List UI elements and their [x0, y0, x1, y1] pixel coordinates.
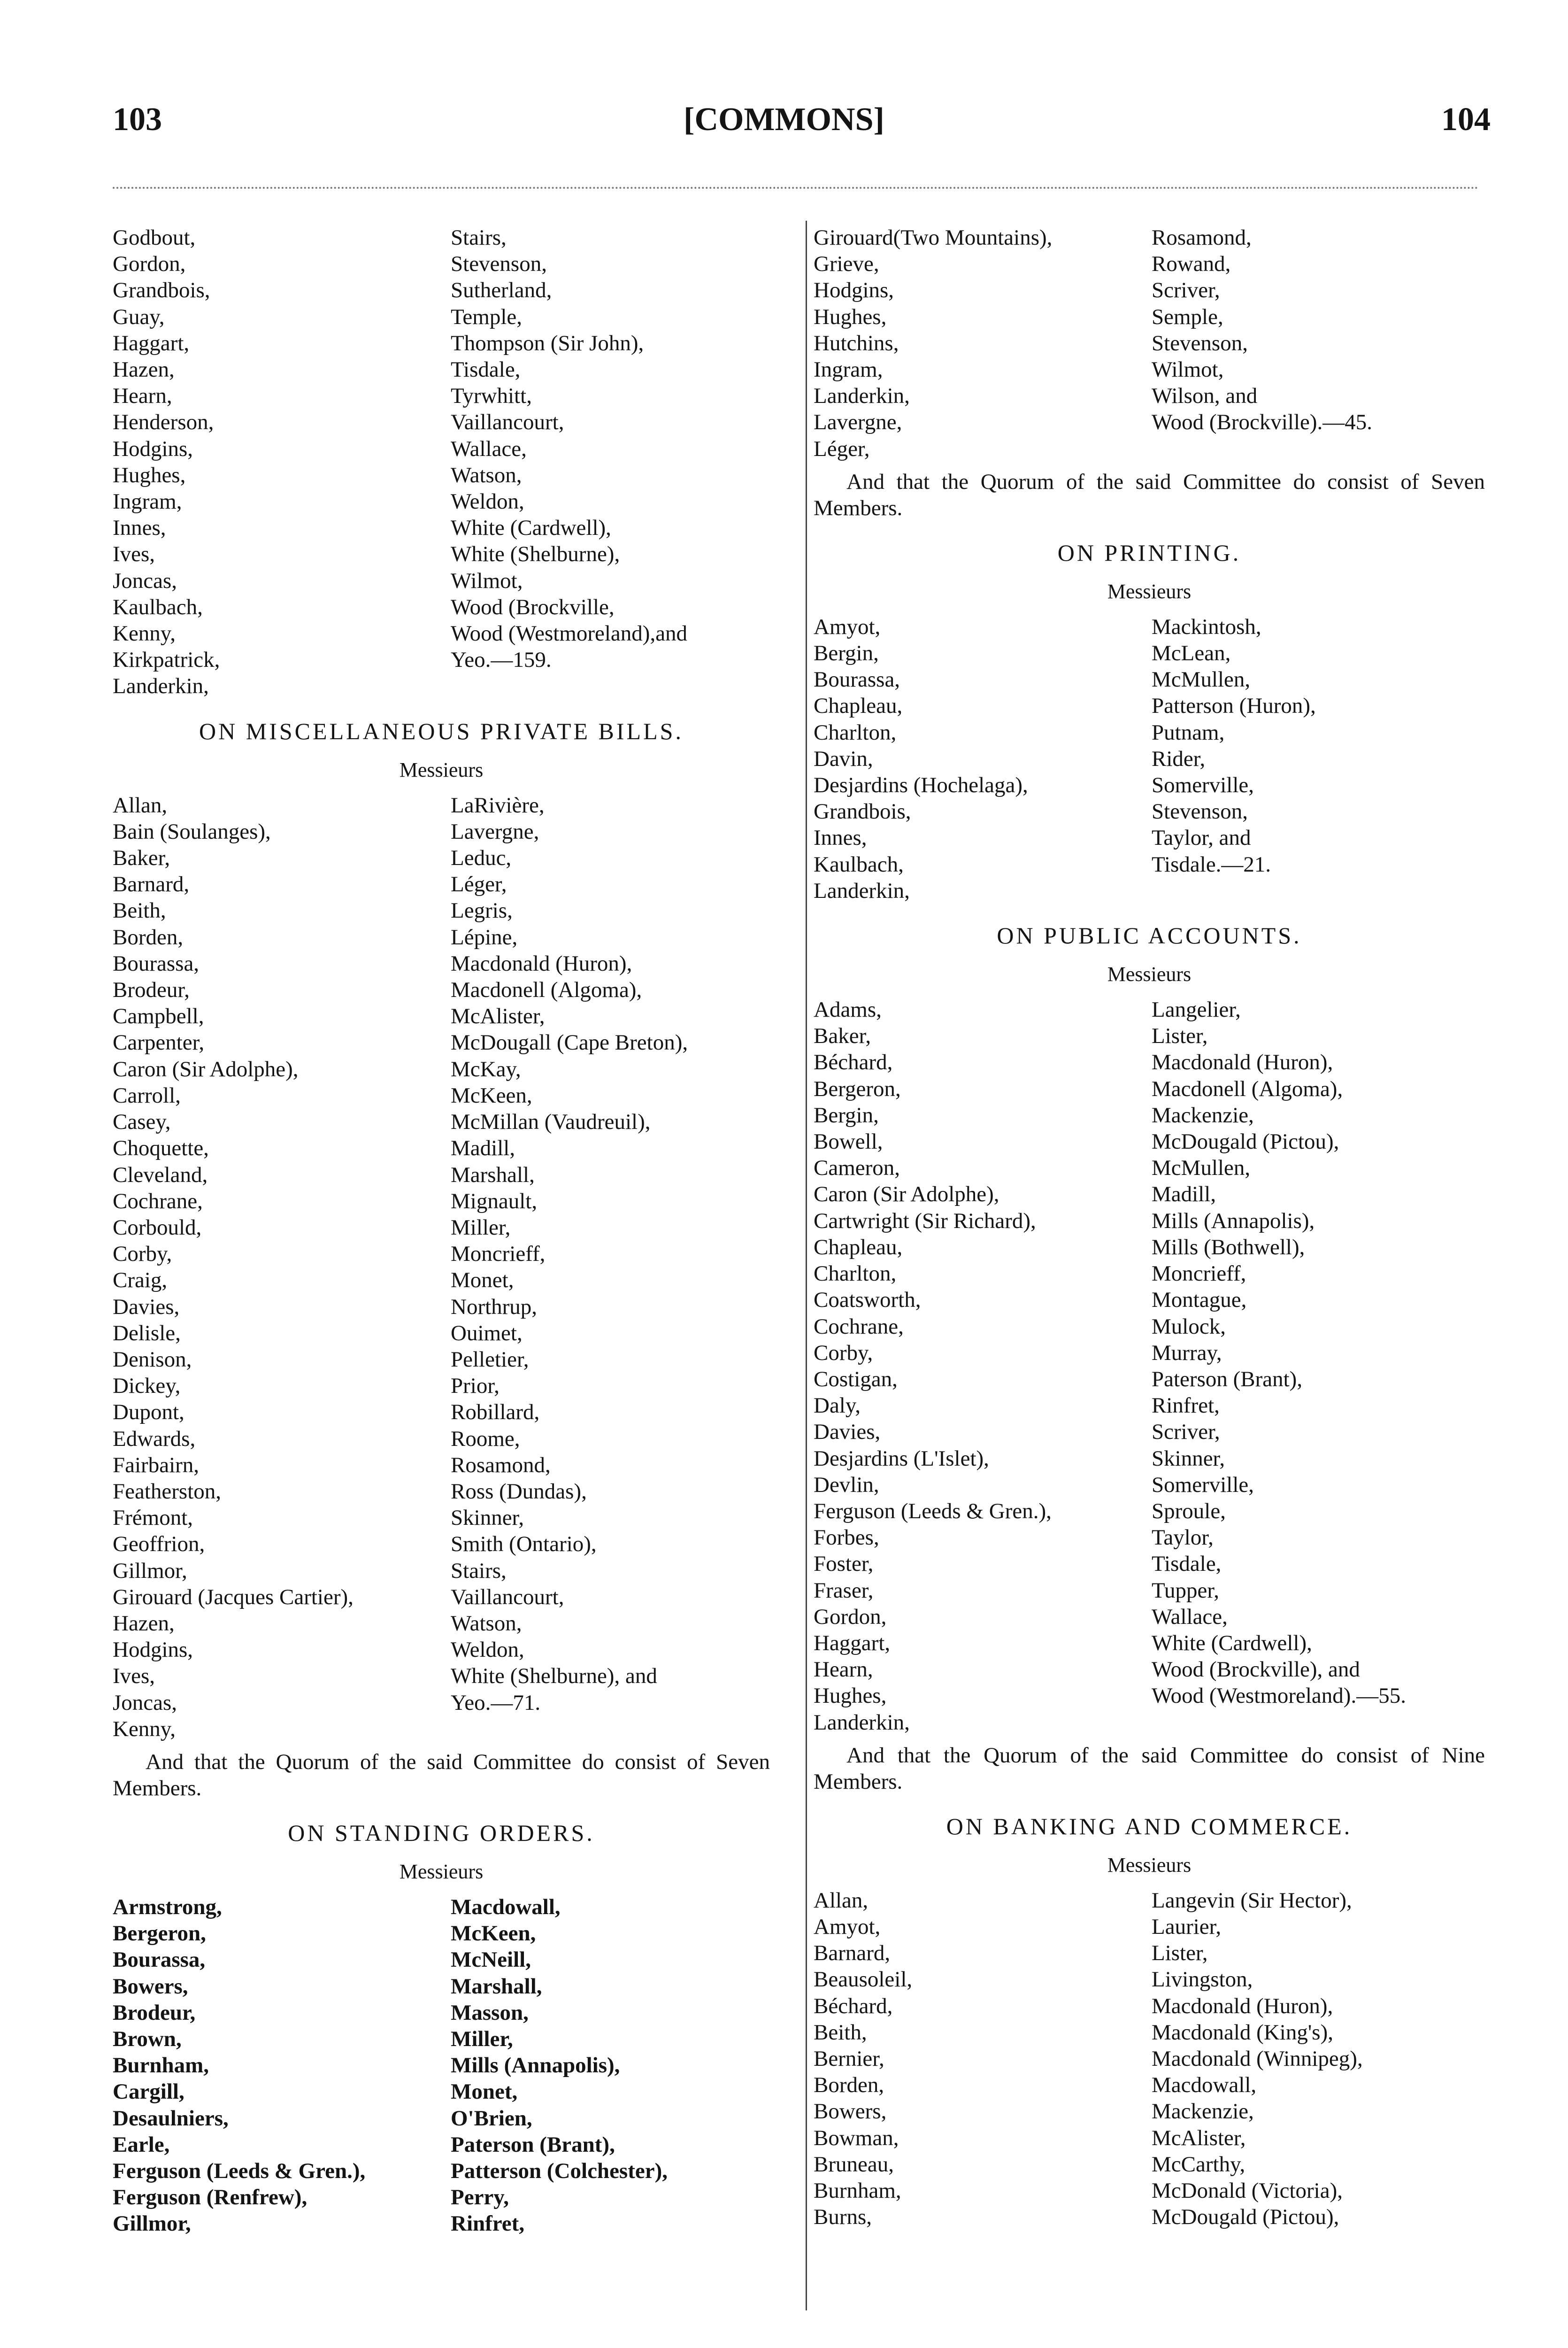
- member-name: Brodeur,: [113, 2000, 196, 2025]
- member-name: Borden,: [113, 925, 184, 950]
- member-name: Weldon,: [451, 489, 524, 514]
- member-name: Bourassa,: [814, 667, 900, 692]
- member-name: McMullen,: [1152, 667, 1251, 692]
- section-heading-public-accounts: ON PUBLIC ACCOUNTS.: [997, 922, 1302, 949]
- member-name: McDonald (Victoria),: [1152, 2178, 1343, 2203]
- member-name: Vaillancourt,: [451, 1584, 564, 1609]
- member-name: Godbout,: [113, 225, 196, 250]
- member-name: Haggart,: [113, 331, 190, 355]
- member-name: Caron (Sir Adolphe),: [113, 1057, 299, 1081]
- member-name: Corby,: [113, 1242, 172, 1267]
- name-column: [1152, 1887, 1363, 2231]
- member-name: Grandbois,: [113, 278, 210, 303]
- member-name: Daly,: [814, 1393, 861, 1418]
- member-name: Lavergne,: [451, 819, 539, 844]
- member-name: Miller,: [451, 2026, 513, 2051]
- member-name: Wood (Brockville).—45.: [1152, 410, 1373, 435]
- member-name: Wallace,: [1152, 1604, 1228, 1629]
- member-name: Putnam,: [1152, 720, 1225, 745]
- member-name: Cleveland,: [113, 1162, 208, 1187]
- member-name: Stairs,: [451, 1558, 507, 1583]
- section-heading-banking-commerce: ON BANKING AND COMMERCE.: [946, 1813, 1353, 1839]
- member-name: Yeo.—159.: [451, 648, 552, 672]
- member-name: Kirkpatrick,: [113, 648, 220, 672]
- member-name: Roome,: [451, 1426, 520, 1451]
- member-name: Joncas,: [113, 1690, 177, 1715]
- member-name: McCarthy,: [1152, 2152, 1245, 2177]
- member-name: Langevin (Sir Hector),: [1152, 1888, 1352, 1913]
- member-name: Macdowall,: [451, 1894, 561, 1919]
- member-name: Kaulbach,: [814, 852, 904, 877]
- name-column: [814, 1887, 1152, 2231]
- header-rule: [113, 187, 1479, 189]
- member-name: Patterson (Huron),: [1152, 694, 1316, 718]
- member-name: Hazen,: [113, 1611, 175, 1636]
- left-column: [113, 224, 770, 2237]
- member-name: Rosamond,: [1152, 225, 1252, 250]
- section-heading-misc-private-bills: ON MISCELLANEOUS PRIVATE BILLS.: [199, 718, 684, 744]
- member-name: McDougald (Pictou),: [1152, 1129, 1339, 1154]
- member-name: Ingram,: [113, 489, 182, 514]
- member-name: Wood (Westmoreland),and: [451, 621, 688, 646]
- member-name: Choquette,: [113, 1136, 209, 1161]
- messieurs-label: Messieurs: [1107, 1853, 1191, 1877]
- member-name: Barnard,: [113, 872, 190, 897]
- member-name: Guay,: [113, 304, 165, 329]
- member-name: Denison,: [113, 1347, 192, 1372]
- member-name: Adams,: [814, 997, 882, 1022]
- member-name: Ferguson (Leeds & Gren.),: [113, 2159, 366, 2183]
- member-name: Lister,: [1152, 1024, 1208, 1049]
- member-name: Patterson (Colchester),: [451, 2159, 668, 2183]
- member-name: Barnard,: [814, 1941, 891, 1966]
- member-name: McLean,: [1152, 641, 1231, 666]
- member-name: Leduc,: [451, 846, 512, 871]
- standing-orders-list: [113, 1894, 770, 2237]
- member-name: Casey,: [113, 1110, 171, 1135]
- member-name: Baker,: [113, 846, 170, 871]
- member-name: Gillmor,: [113, 1558, 187, 1583]
- member-name: Ives,: [113, 542, 155, 567]
- printing-list: [814, 614, 1485, 904]
- member-name: Perry,: [451, 2185, 509, 2210]
- member-name: Costigan,: [814, 1367, 898, 1391]
- member-name: Macdonell (Algoma),: [451, 978, 642, 1003]
- member-name: Béchard,: [814, 1050, 893, 1075]
- quorum-note: And that the Quorum of the said Committee do consist of Seven Members.: [113, 1749, 770, 1800]
- member-name: Bergin,: [814, 1103, 879, 1128]
- member-name: Desjardins (Hochelaga),: [814, 773, 1028, 798]
- section-heading-standing-orders: ON STANDING ORDERS.: [288, 1819, 595, 1846]
- member-name: Burns,: [814, 2205, 872, 2230]
- member-name: Somerville,: [1152, 1472, 1254, 1497]
- member-name: Davies,: [814, 1420, 881, 1444]
- member-name: Desjardins (L'Islet),: [814, 1446, 989, 1471]
- member-name: Northrup,: [451, 1294, 538, 1319]
- messieurs-label: Messieurs: [399, 1860, 484, 1883]
- member-name: Robillard,: [451, 1400, 540, 1425]
- member-name: McKeen,: [451, 1083, 532, 1108]
- member-name: Wood (Brockville), and: [1152, 1657, 1360, 1682]
- member-name: Corby,: [814, 1340, 873, 1365]
- member-name: Mackenzie,: [1152, 2099, 1254, 2124]
- member-name: Armstrong,: [113, 1894, 222, 1919]
- member-name: Henderson,: [113, 410, 214, 435]
- member-name: Tyrwhitt,: [451, 384, 532, 409]
- member-name: Coatsworth,: [814, 1288, 921, 1313]
- member-name: Bain (Soulanges),: [113, 819, 271, 844]
- member-name: Baker,: [814, 1024, 871, 1049]
- member-name: Delisle,: [113, 1321, 181, 1345]
- member-name: Allan,: [814, 1888, 869, 1913]
- member-name: Ouimet,: [451, 1321, 523, 1345]
- member-name: Legris,: [451, 898, 513, 923]
- member-name: Hearn,: [113, 384, 172, 409]
- member-name: Cameron,: [814, 1156, 900, 1181]
- member-name: Ross (Dundas),: [451, 1479, 587, 1504]
- member-name: Marshall,: [451, 1162, 535, 1187]
- member-name: Beith,: [814, 2020, 867, 2045]
- member-name: Macdonald (Huron),: [451, 951, 632, 976]
- member-name: Craig,: [113, 1268, 168, 1293]
- member-name: Wood (Brockville,: [451, 595, 615, 619]
- member-name: Brodeur,: [113, 978, 190, 1003]
- member-name: Innes,: [814, 826, 867, 850]
- member-name: McKeen,: [451, 1921, 536, 1946]
- member-name: McAlister,: [451, 1004, 545, 1029]
- member-name: Monet,: [451, 2079, 518, 2104]
- member-name: Taylor, and: [1152, 826, 1251, 850]
- name-column: [113, 1894, 451, 2237]
- banking-commerce-list: [814, 1887, 1485, 2231]
- member-name: Corbould,: [113, 1215, 202, 1240]
- member-name: Mulock,: [1152, 1314, 1226, 1339]
- member-name: Stairs,: [451, 225, 507, 250]
- member-name: Gordon,: [113, 252, 186, 277]
- page-number-right: 104: [1441, 101, 1491, 138]
- member-name: Earle,: [113, 2132, 170, 2157]
- member-name: McMillan (Vaudreuil),: [451, 1110, 651, 1135]
- member-name: Bergin,: [814, 641, 879, 666]
- name-column: [1152, 996, 1406, 1736]
- member-name: Dupont,: [113, 1400, 184, 1425]
- member-name: Hodgins,: [814, 278, 894, 303]
- member-name: Weldon,: [451, 1637, 524, 1662]
- member-name: Vaillancourt,: [451, 410, 564, 435]
- member-name: Rowand,: [1152, 252, 1231, 277]
- name-column: [451, 224, 687, 700]
- member-name: Landerkin,: [814, 878, 910, 903]
- member-name: Desaulniers,: [113, 2106, 229, 2131]
- member-name: Campbell,: [113, 1004, 204, 1029]
- member-name: Moncrieff,: [1152, 1261, 1246, 1286]
- member-name: Wilmot,: [451, 568, 523, 593]
- member-name: Mackintosh,: [1152, 614, 1261, 639]
- member-name: Dickey,: [113, 1374, 181, 1398]
- member-name: Haggart,: [814, 1630, 891, 1655]
- member-name: Kenny,: [113, 621, 176, 646]
- member-name: Wallace,: [451, 436, 527, 461]
- member-name: Scriver,: [1152, 278, 1220, 303]
- member-name: Macdonald (Huron),: [1152, 1993, 1333, 2018]
- member-name: Bowell,: [814, 1129, 883, 1154]
- member-name: Masson,: [451, 2000, 529, 2025]
- quorum-note: And that the Quorum of the said Committee do consist of Nine Members.: [814, 1743, 1485, 1794]
- member-name: White (Shelburne),: [451, 542, 620, 567]
- messieurs-label: Messieurs: [1107, 579, 1191, 603]
- member-name: Macdonald (King's),: [1152, 2020, 1333, 2045]
- name-column: [814, 996, 1152, 1736]
- member-name: Davies,: [113, 1294, 180, 1319]
- section-heading-printing: ON PRINTING.: [1057, 539, 1241, 566]
- member-name: White (Cardwell),: [451, 516, 611, 541]
- member-name: McMullen,: [1152, 1156, 1251, 1181]
- member-name: Girouard (Jacques Cartier),: [113, 1584, 354, 1609]
- member-name: Grieve,: [814, 252, 879, 277]
- member-name: Brown,: [113, 2026, 182, 2051]
- member-name: Macdonald (Huron),: [1152, 1050, 1333, 1075]
- member-name: Mills (Bothwell),: [1152, 1235, 1305, 1259]
- name-column: [1152, 224, 1372, 462]
- member-name: Lavergne,: [814, 410, 902, 435]
- member-name: Wilmot,: [1152, 357, 1224, 382]
- member-name: Somerville,: [1152, 773, 1254, 798]
- name-column: [113, 792, 451, 1742]
- member-name: Bernier,: [814, 2046, 884, 2071]
- misc-private-bills-list: [113, 792, 770, 1742]
- page-number-left: 103: [113, 101, 162, 138]
- member-name: Skinner,: [1152, 1446, 1225, 1471]
- member-name: Bowman,: [814, 2125, 899, 2150]
- member-name: Watson,: [451, 1611, 522, 1636]
- member-name: Hodgins,: [113, 436, 193, 461]
- member-name: Macdonald (Winnipeg),: [1152, 2046, 1363, 2071]
- running-title: [COMMONS]: [684, 101, 884, 138]
- member-name: Wood (Westmoreland).—55.: [1152, 1684, 1406, 1708]
- member-name: Burnham,: [814, 2178, 901, 2203]
- public-accounts-list: [814, 996, 1485, 1736]
- member-name: Mignault,: [451, 1189, 538, 1213]
- member-name: Prior,: [451, 1374, 500, 1398]
- member-name: Fairbairn,: [113, 1452, 200, 1477]
- name-column: [451, 792, 688, 1742]
- member-name: Frémont,: [113, 1506, 193, 1530]
- member-name: Carpenter,: [113, 1030, 205, 1055]
- member-name: Pelletier,: [451, 1347, 529, 1372]
- name-column: [1152, 614, 1316, 904]
- member-name: Mills (Annapolis),: [451, 2053, 620, 2078]
- member-name: Foster,: [814, 1552, 874, 1576]
- member-name: Murray,: [1152, 1340, 1222, 1365]
- name-column: [814, 224, 1152, 462]
- quorum-note: And that the Quorum of the said Committee do consist of Seven Members.: [814, 469, 1485, 520]
- member-name: Kenny,: [113, 1716, 176, 1741]
- member-name: Girouard(Two Mountains),: [814, 225, 1053, 250]
- member-name: Marshall,: [451, 1974, 542, 1999]
- member-name: Davin,: [814, 746, 873, 771]
- member-name: Chapleau,: [814, 1235, 903, 1259]
- member-name: Langelier,: [1152, 997, 1241, 1022]
- member-name: Madill,: [451, 1136, 515, 1161]
- member-name: McNeill,: [451, 1947, 531, 1972]
- member-name: Chapleau,: [814, 694, 903, 718]
- member-name: Smith (Ontario),: [451, 1532, 597, 1557]
- member-name: Sproule,: [1152, 1498, 1226, 1523]
- member-name: McDougall (Cape Breton),: [451, 1030, 688, 1055]
- member-name: Lépine,: [451, 925, 518, 950]
- member-name: Tisdale,: [451, 357, 521, 382]
- messieurs-label: Messieurs: [399, 758, 484, 781]
- member-name: Hutchins,: [814, 331, 899, 355]
- member-name: Bourassa,: [113, 1947, 206, 1972]
- member-name: LaRivière,: [451, 793, 545, 818]
- member-name: Rinfret,: [1152, 1393, 1220, 1418]
- member-name: Landerkin,: [814, 1710, 910, 1735]
- member-name: Watson,: [451, 463, 522, 487]
- column-divider: [806, 221, 807, 2310]
- member-name: Ferguson (Renfrew),: [113, 2185, 307, 2210]
- member-name: Stevenson,: [451, 252, 547, 277]
- member-name: Amyot,: [814, 1914, 881, 1939]
- member-name: Cochrane,: [814, 1314, 904, 1339]
- member-name: McDougald (Pictou),: [1152, 2205, 1339, 2230]
- member-name: Bowers,: [113, 1974, 188, 1999]
- member-name: Bruneau,: [814, 2152, 894, 2177]
- member-name: Charlton,: [814, 1261, 897, 1286]
- member-name: Allan,: [113, 793, 168, 818]
- member-name: Beausoleil,: [814, 1967, 913, 1992]
- member-name: Forbes,: [814, 1525, 879, 1550]
- member-name: Hodgins,: [113, 1637, 193, 1662]
- member-name: Monet,: [451, 1268, 514, 1293]
- member-name: Livingston,: [1152, 1967, 1253, 1992]
- member-name: Skinner,: [451, 1506, 524, 1530]
- member-name: Thompson (Sir John),: [451, 331, 644, 355]
- member-name: Wilson, and: [1152, 384, 1258, 409]
- member-name: Stevenson,: [1152, 331, 1248, 355]
- member-name: Hughes,: [814, 304, 887, 329]
- member-name: Charlton,: [814, 720, 897, 745]
- member-name: Landerkin,: [113, 674, 209, 699]
- member-name: Rosamond,: [451, 1452, 551, 1477]
- member-name: White (Shelburne), and: [451, 1664, 657, 1689]
- member-name: Kaulbach,: [113, 595, 203, 619]
- member-name: Miller,: [451, 1215, 511, 1240]
- member-name: Gillmor,: [113, 2211, 191, 2236]
- member-name: Featherston,: [113, 1479, 222, 1504]
- member-name: Lister,: [1152, 1941, 1208, 1966]
- member-name: Montague,: [1152, 1288, 1247, 1313]
- member-name: Beith,: [113, 898, 166, 923]
- member-name: Grandbois,: [814, 799, 911, 824]
- member-name: Macdonell (Algoma),: [1152, 1076, 1343, 1101]
- member-name: Cartwright (Sir Richard),: [814, 1208, 1036, 1233]
- member-name: Bergeron,: [814, 1076, 901, 1101]
- member-name: Sutherland,: [451, 278, 552, 303]
- member-name: Paterson (Brant),: [451, 2132, 615, 2157]
- member-name: Scriver,: [1152, 1420, 1220, 1444]
- member-name: Gordon,: [814, 1604, 887, 1629]
- name-column: [113, 224, 451, 700]
- member-name: Yeo.—71.: [451, 1690, 541, 1715]
- member-name: Tisdale.—21.: [1152, 852, 1271, 877]
- continued-committee-list: [814, 224, 1485, 462]
- member-name: Tisdale,: [1152, 1552, 1222, 1576]
- name-column: [814, 614, 1152, 904]
- member-name: Mills (Annapolis),: [1152, 1208, 1315, 1233]
- member-name: Edwards,: [113, 1426, 196, 1451]
- member-name: Ferguson (Leeds & Gren.),: [814, 1498, 1052, 1523]
- member-name: Stevenson,: [1152, 799, 1248, 824]
- member-name: Innes,: [113, 516, 166, 541]
- member-name: Burnham,: [113, 2053, 209, 2078]
- member-name: Tupper,: [1152, 1578, 1219, 1603]
- member-name: Semple,: [1152, 304, 1223, 329]
- member-name: Bergeron,: [113, 1921, 206, 1946]
- member-name: McAlister,: [1152, 2125, 1246, 2150]
- member-name: White (Cardwell),: [1152, 1630, 1312, 1655]
- member-name: Landerkin,: [814, 384, 910, 409]
- member-name: Fraser,: [814, 1578, 874, 1603]
- member-name: Moncrieff,: [451, 1242, 546, 1267]
- member-name: Devlin,: [814, 1472, 879, 1497]
- member-name: Bowers,: [814, 2099, 887, 2124]
- member-name: Caron (Sir Adolphe),: [814, 1182, 999, 1207]
- member-name: Macdowall,: [1152, 2073, 1257, 2098]
- name-column: [451, 1894, 668, 2237]
- member-name: Geoffrion,: [113, 1532, 205, 1557]
- member-name: Amyot,: [814, 614, 881, 639]
- messieurs-label: Messieurs: [1107, 963, 1191, 986]
- member-name: Taylor,: [1152, 1525, 1214, 1550]
- member-name: O'Brien,: [451, 2106, 532, 2131]
- member-name: Léger,: [451, 872, 507, 897]
- member-name: Borden,: [814, 2073, 884, 2098]
- member-name: Léger,: [814, 436, 870, 461]
- member-name: Laurier,: [1152, 1914, 1222, 1939]
- member-name: Hazen,: [113, 357, 175, 382]
- member-name: Rinfret,: [451, 2211, 525, 2236]
- member-name: Madill,: [1152, 1182, 1216, 1207]
- member-name: McKay,: [451, 1057, 521, 1081]
- member-name: Béchard,: [814, 1993, 893, 2018]
- member-name: Temple,: [451, 304, 523, 329]
- member-name: Rider,: [1152, 746, 1206, 771]
- member-name: Hearn,: [814, 1657, 873, 1682]
- member-name: Hughes,: [113, 463, 186, 487]
- member-name: Cochrane,: [113, 1189, 203, 1213]
- page-header: [0, 101, 1568, 148]
- member-name: Bourassa,: [113, 951, 200, 976]
- member-name: Carroll,: [113, 1083, 181, 1108]
- member-name: Ives,: [113, 1664, 155, 1689]
- right-column: [814, 224, 1485, 2230]
- member-name: Mackenzie,: [1152, 1103, 1254, 1128]
- member-name: Ingram,: [814, 357, 883, 382]
- member-name: Hughes,: [814, 1684, 887, 1708]
- member-name: Joncas,: [113, 568, 177, 593]
- continued-committee-list: [113, 224, 770, 700]
- member-name: Paterson (Brant),: [1152, 1367, 1303, 1391]
- member-name: Cargill,: [113, 2079, 184, 2104]
